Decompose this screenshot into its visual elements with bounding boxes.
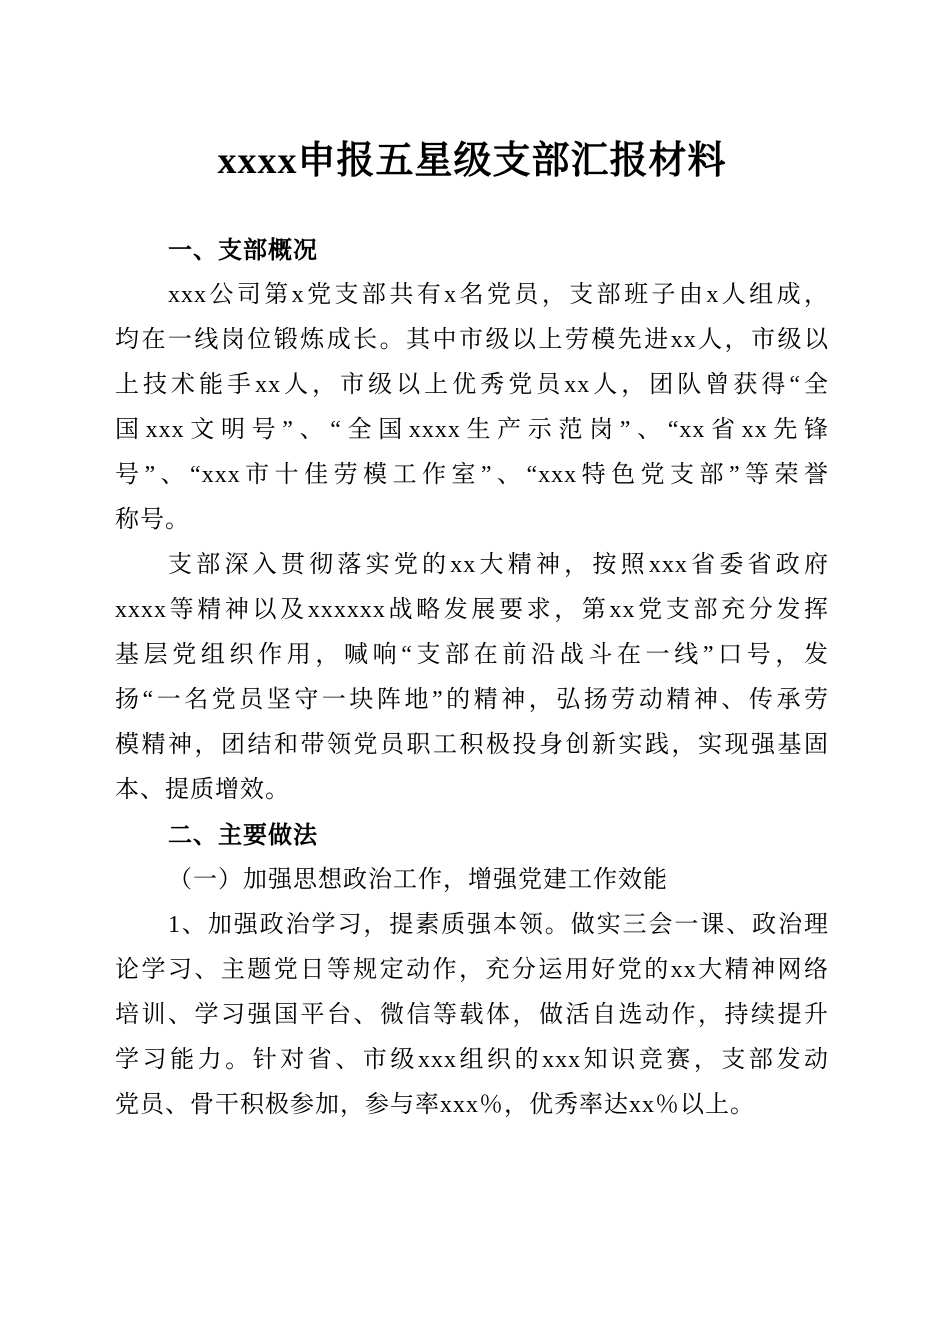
body-line: 号”、“xxx市十佳劳模工作室”、“xxx特色党支部”等荣誉 bbox=[115, 462, 829, 488]
section-heading-1: 一、支部概况 bbox=[168, 237, 318, 264]
body-line: xxxx等精神以及xxxxxx战略发展要求，第xx党支部充分发挥 bbox=[115, 597, 829, 623]
body-line: 称号。 bbox=[115, 507, 190, 533]
paragraph-1 bbox=[115, 273, 829, 543]
body-line: 模精神，团结和带领党员职工积极投身创新实践，实现强基固 bbox=[115, 732, 829, 758]
body-line: 学习能力。针对省、市级xxx组织的xxx知识竞赛，支部发动 bbox=[115, 1047, 829, 1073]
body-line: 国xxx文明号”、“全国xxxx生产示范岗”、“xx省xx先锋 bbox=[115, 417, 829, 443]
body-line: 基层党组织作用，喊响“支部在前沿战斗在一线”口号，发 bbox=[115, 642, 829, 668]
body-line: 支部深入贯彻落实党的xx大精神，按照xxx省委省政府 bbox=[168, 552, 829, 578]
document-content bbox=[115, 138, 829, 1128]
body-line: xxx公司第x党支部共有x名党员，支部班子由x人组成， bbox=[168, 282, 829, 308]
section-heading-2: 二、主要做法 bbox=[168, 822, 318, 849]
body-line: 均在一线岗位锻炼成长。其中市级以上劳模先进xx人，市级以 bbox=[115, 327, 829, 353]
body-line: 本、提质增效。 bbox=[115, 777, 290, 803]
body-line: 1、加强政治学习，提素质强本领。做实三会一课、政治理 bbox=[168, 912, 829, 938]
document-title: xxxx申报五星级支部汇报材料 bbox=[217, 140, 727, 182]
paragraph-2 bbox=[115, 543, 829, 813]
body-line: 扬“一名党员坚守一块阵地”的精神，弘扬劳动精神、传承劳 bbox=[115, 687, 829, 713]
body-line: 论学习、主题党日等规定动作，充分运用好党的xx大精神网络 bbox=[115, 957, 829, 983]
body-line: 上技术能手xx人，市级以上优秀党员xx人，团队曾获得“全 bbox=[115, 372, 829, 398]
paragraph-3 bbox=[115, 903, 829, 1128]
body-line: 党员、骨干积极参加，参与率xxx％，优秀率达xx％以上。 bbox=[115, 1092, 755, 1118]
body-line: 培训、学习强国平台、微信等载体，做活自选动作，持续提升 bbox=[115, 1002, 829, 1028]
subsection-heading: （一）加强思想政治工作，增强党建工作效能 bbox=[168, 867, 668, 893]
